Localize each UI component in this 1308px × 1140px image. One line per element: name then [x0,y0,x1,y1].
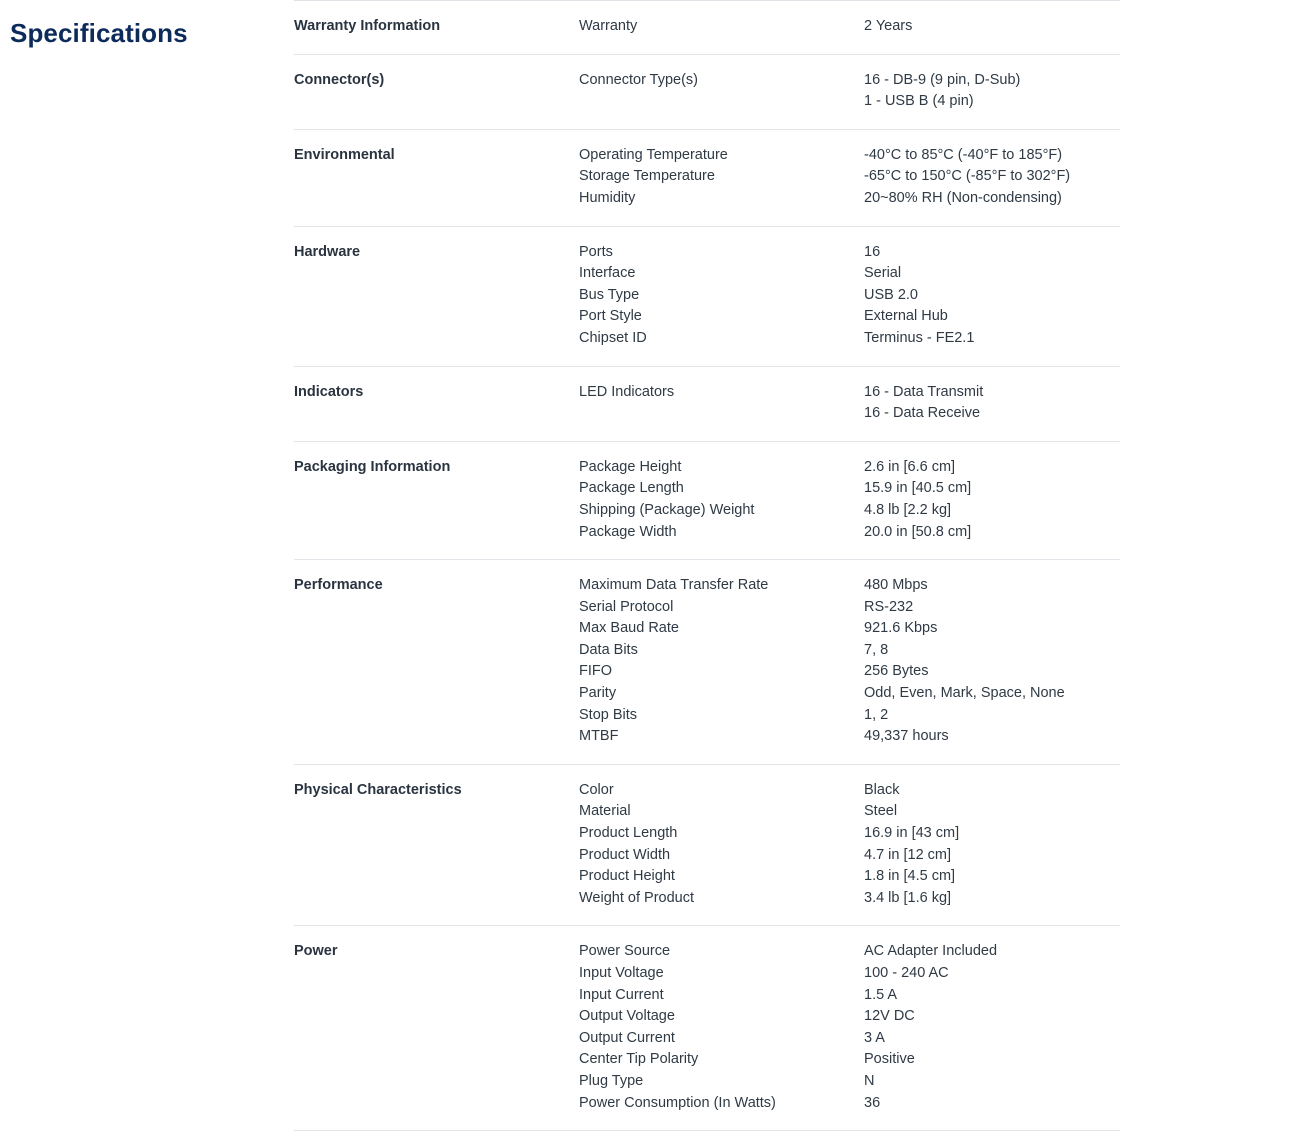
spec-label: Product Width [579,846,671,863]
spec-value-line: RS-232 [864,598,914,615]
spec-label: Shipping (Package) Weight [579,501,755,518]
spec-label: Output Voltage [579,1008,675,1025]
spec-value [864,941,1120,963]
spec-value [864,263,1120,285]
spec-rows [579,941,1120,1114]
spec-value-line: -40°C to 85°C (-40°F to 185°F) [864,146,1063,163]
spec-row [579,823,1120,845]
spec-value [864,188,1120,210]
spec-group-physical-characteristics [294,780,1120,927]
spec-row [579,1006,1120,1028]
spec-value-line: 3 A [864,1029,885,1046]
spec-row [579,382,1120,425]
spec-value-line: 3.4 lb [1.6 kg] [864,889,952,906]
spec-label: Weight of Product [579,889,694,906]
specifications-table [294,16,1120,1140]
spec-value-line: External Hub [864,308,948,325]
spec-label: Max Baud Rate [579,620,679,637]
spec-label: Package Height [579,458,682,475]
spec-row [579,263,1120,285]
spec-row [579,866,1120,888]
spec-row [579,801,1120,823]
spec-row [579,188,1120,210]
spec-label: FIFO [579,663,613,680]
spec-value-line: 2.6 in [6.6 cm] [864,458,956,475]
spec-value [864,1071,1120,1093]
spec-label: Package Width [579,523,677,540]
spec-label: Interface [579,265,636,282]
spec-group-performance [294,575,1120,765]
spec-value [864,705,1120,727]
spec-rows [579,145,1120,210]
spec-value [864,1006,1120,1028]
spec-row [579,1028,1120,1050]
spec-value-line: Terminus - FE2.1 [864,329,975,346]
spec-row [579,1093,1120,1115]
spec-group-environmental [294,145,1120,227]
spec-value [864,845,1120,867]
spec-value [864,640,1120,662]
spec-group-title: Environmental [294,146,395,163]
spec-label: Operating Temperature [579,146,728,163]
spec-label: LED Indicators [579,383,675,400]
spec-group-title: Warranty Information [294,18,441,34]
spec-value [864,522,1120,544]
spec-value-line: 4.8 lb [2.2 kg] [864,501,952,518]
spec-value-line: 2 Years [864,18,913,34]
spec-value-line: 15.9 in [40.5 cm] [864,480,972,497]
spec-value [864,618,1120,640]
spec-label: Power Source [579,943,671,960]
spec-value [864,575,1120,597]
spec-rows [579,242,1120,350]
spec-value-line: 1.8 in [4.5 cm] [864,868,956,885]
spec-row [579,941,1120,963]
spec-label: Warranty [579,18,638,34]
spec-row [579,306,1120,328]
spec-value-line: 480 Mbps [864,577,928,594]
spec-value [864,1049,1120,1071]
spec-row [579,328,1120,350]
spec-value-line: 16 - DB-9 (9 pin, D-Sub) [864,71,1021,88]
spec-row [579,705,1120,727]
spec-rows [579,575,1120,748]
spec-label: Input Current [579,986,664,1003]
page-title: Specifications [10,18,188,48]
spec-rows [579,382,1120,425]
spec-row [579,285,1120,307]
spec-label: Storage Temperature [579,168,715,185]
spec-value [864,166,1120,188]
spec-group-title: Power [294,943,338,960]
spec-label: Power Consumption (In Watts) [579,1094,776,1111]
spec-row [579,575,1120,597]
spec-label: Product Length [579,825,678,842]
spec-row [579,457,1120,479]
spec-label: Parity [579,685,617,702]
top-divider [294,0,1120,1]
spec-value [864,985,1120,1007]
spec-value [864,328,1120,350]
spec-value-line: 12V DC [864,1008,915,1025]
spec-group-title: Connector(s) [294,71,385,88]
spec-value [864,242,1120,264]
spec-row [579,1049,1120,1071]
spec-value [864,888,1120,910]
spec-value-line: 1, 2 [864,706,889,723]
spec-value-line: Positive [864,1051,915,1068]
spec-row [579,845,1120,867]
spec-row [579,640,1120,662]
spec-label: Product Height [579,868,675,885]
spec-row [579,597,1120,619]
spec-label: Chipset ID [579,329,647,346]
spec-value [864,285,1120,307]
spec-value [864,457,1120,479]
spec-rows [579,780,1120,910]
spec-group-title: Performance [294,577,383,594]
spec-label: Plug Type [579,1072,644,1089]
spec-label: Humidity [579,189,636,206]
spec-value-line: 1 - USB B (4 pin) [864,93,974,110]
spec-group-connector-s [294,70,1120,130]
spec-row [579,166,1120,188]
spec-value [864,597,1120,619]
spec-label: Input Voltage [579,965,664,981]
spec-rows [579,70,1120,113]
spec-label: Center Tip Polarity [579,1051,699,1068]
spec-value [864,306,1120,328]
spec-row [579,683,1120,705]
spec-group-power [294,941,1120,1131]
spec-label: Data Bits [579,641,638,658]
spec-value [864,70,1120,113]
spec-value [864,726,1120,748]
spec-group-title: Packaging Information [294,458,451,475]
spec-value [864,683,1120,705]
spec-value-line: N [864,1072,875,1089]
spec-value [864,661,1120,683]
spec-value-line: 16 - Data Receive [864,405,981,422]
spec-label: Output Current [579,1029,675,1046]
spec-value [864,478,1120,500]
spec-label: Bus Type [579,286,640,303]
spec-label: Ports [579,243,613,260]
spec-value-line: AC Adapter Included [864,943,998,960]
spec-row [579,522,1120,544]
spec-value-line: Odd, Even, Mark, Space, None [864,685,1065,702]
spec-row [579,985,1120,1007]
spec-row [579,145,1120,167]
spec-value [864,1093,1120,1115]
spec-group-title: Indicators [294,383,364,400]
spec-group-warranty-information [294,16,1120,55]
spec-rows [579,457,1120,543]
spec-group-title: Physical Characteristics [294,781,462,798]
spec-value-line: 36 [864,1094,881,1111]
spec-value [864,382,1120,425]
spec-value-line: USB 2.0 [864,286,918,303]
spec-value-line: 20~80% RH (Non-condensing) [864,189,1062,206]
spec-value-line: 1.5 A [864,986,898,1003]
spec-row [579,726,1120,748]
spec-row [579,478,1120,500]
spec-group-indicators [294,382,1120,442]
spec-label: Port Style [579,308,642,325]
spec-value [864,145,1120,167]
spec-label: Connector Type(s) [579,71,699,88]
spec-value-line: Steel [864,803,898,820]
spec-value [864,801,1120,823]
spec-label: Stop Bits [579,706,638,723]
spec-rows [579,16,1120,38]
spec-row [579,618,1120,640]
spec-group-packaging-information [294,457,1120,560]
spec-row [579,661,1120,683]
spec-value [864,1028,1120,1050]
spec-value-line: 16 [864,243,881,260]
spec-label: Color [579,781,614,798]
spec-value [864,500,1120,522]
spec-value-line: Black [864,781,900,798]
spec-row [579,1071,1120,1093]
spec-label: Maximum Data Transfer Rate [579,577,769,594]
spec-label: Material [579,803,631,820]
spec-value [864,963,1120,985]
spec-value [864,780,1120,802]
spec-value [864,823,1120,845]
spec-row [579,780,1120,802]
spec-row [579,500,1120,522]
spec-value-line: 20.0 in [50.8 cm] [864,523,972,540]
spec-label: MTBF [579,728,619,745]
spec-value-line: 16.9 in [43 cm] [864,825,960,842]
spec-value [864,16,1120,38]
spec-group-title: Hardware [294,243,361,260]
spec-row [579,242,1120,264]
spec-value-line: 16 - Data Transmit [864,383,984,400]
spec-value-line: Serial [864,265,902,282]
spec-value-line: 256 Bytes [864,663,929,680]
spec-value [864,866,1120,888]
spec-label: Serial Protocol [579,598,674,615]
spec-row [579,888,1120,910]
spec-value-line: 49,337 hours [864,728,949,745]
spec-row [579,70,1120,113]
spec-value-line: 921.6 Kbps [864,620,938,637]
spec-row [579,16,1120,38]
spec-value-line: 7, 8 [864,641,889,658]
spec-label: Package Length [579,480,684,497]
spec-group-hardware [294,242,1120,367]
spec-value-line: 4.7 in [12 cm] [864,846,952,863]
spec-value-line: 100 - 240 AC [864,965,949,981]
spec-row [579,963,1120,985]
spec-value-line: -65°C to 150°C (-85°F to 302°F) [864,168,1071,185]
